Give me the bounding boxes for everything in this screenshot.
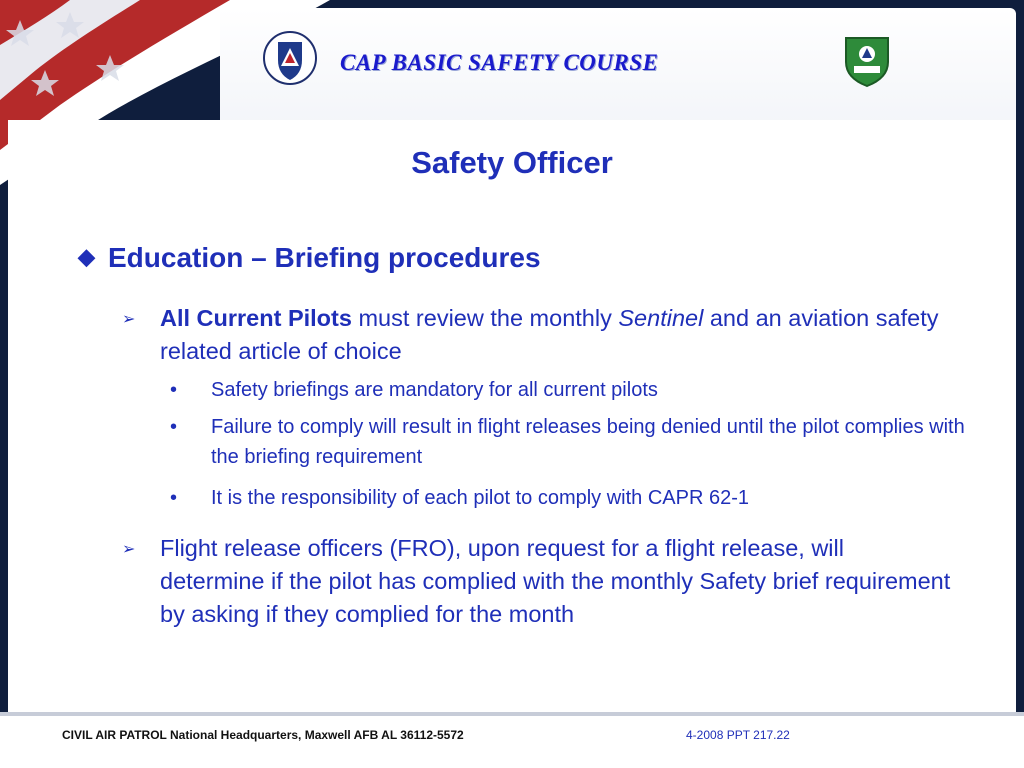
sub-item-text: It is the responsibility of each pilot to comply with CAPR 62-1 <box>211 487 750 509</box>
page-title: Safety Officer <box>411 145 613 180</box>
item1-bold: All Current Pilots <box>160 305 352 331</box>
footer-right-text: 4-2008 PPT 217.22 <box>686 728 790 742</box>
level1-text: Education – Briefing procedures <box>108 242 541 273</box>
footer-bar <box>0 716 1024 768</box>
arrow-bullet-icon: ➢ <box>122 311 136 328</box>
list-item <box>122 302 952 368</box>
bullet-icon: • <box>170 416 178 438</box>
sub-list-item <box>170 412 970 472</box>
course-title: CAP BASIC SAFETY COURSE <box>340 50 659 75</box>
item1-mid: must review the monthly <box>351 305 619 331</box>
item1-italic: Sentinel <box>618 305 704 331</box>
sub-list-item <box>170 483 970 513</box>
list-item <box>122 532 952 631</box>
sub-item-text: Failure to comply will result in flight releases being denied until the pilot complies with the briefing requirement <box>211 416 965 468</box>
sub-list-item <box>170 375 970 405</box>
item2-text: Flight release officers (FRO), upon request for a flight release, will determine if the pilot has complied with the monthly Safety brief requirement by asking if they complied for the month <box>160 535 951 627</box>
footer-left-text: CIVIL AIR PATROL National Headquarters, Maxwell AFB AL 36112-5572 <box>62 728 464 742</box>
sub-item-text: Safety briefings are mandatory for all current pilots <box>211 379 658 401</box>
bullet-icon: • <box>170 379 178 401</box>
bullet-icon: • <box>170 487 178 509</box>
diamond-bullet-icon: ◆ <box>78 244 95 269</box>
safety-shield-logo <box>842 32 892 88</box>
arrow-bullet-icon: ➢ <box>122 541 136 558</box>
civil-air-patrol-logo <box>262 30 318 86</box>
level1-heading <box>78 242 541 274</box>
item1-end: and an aviation safety related article of choice <box>160 305 939 364</box>
